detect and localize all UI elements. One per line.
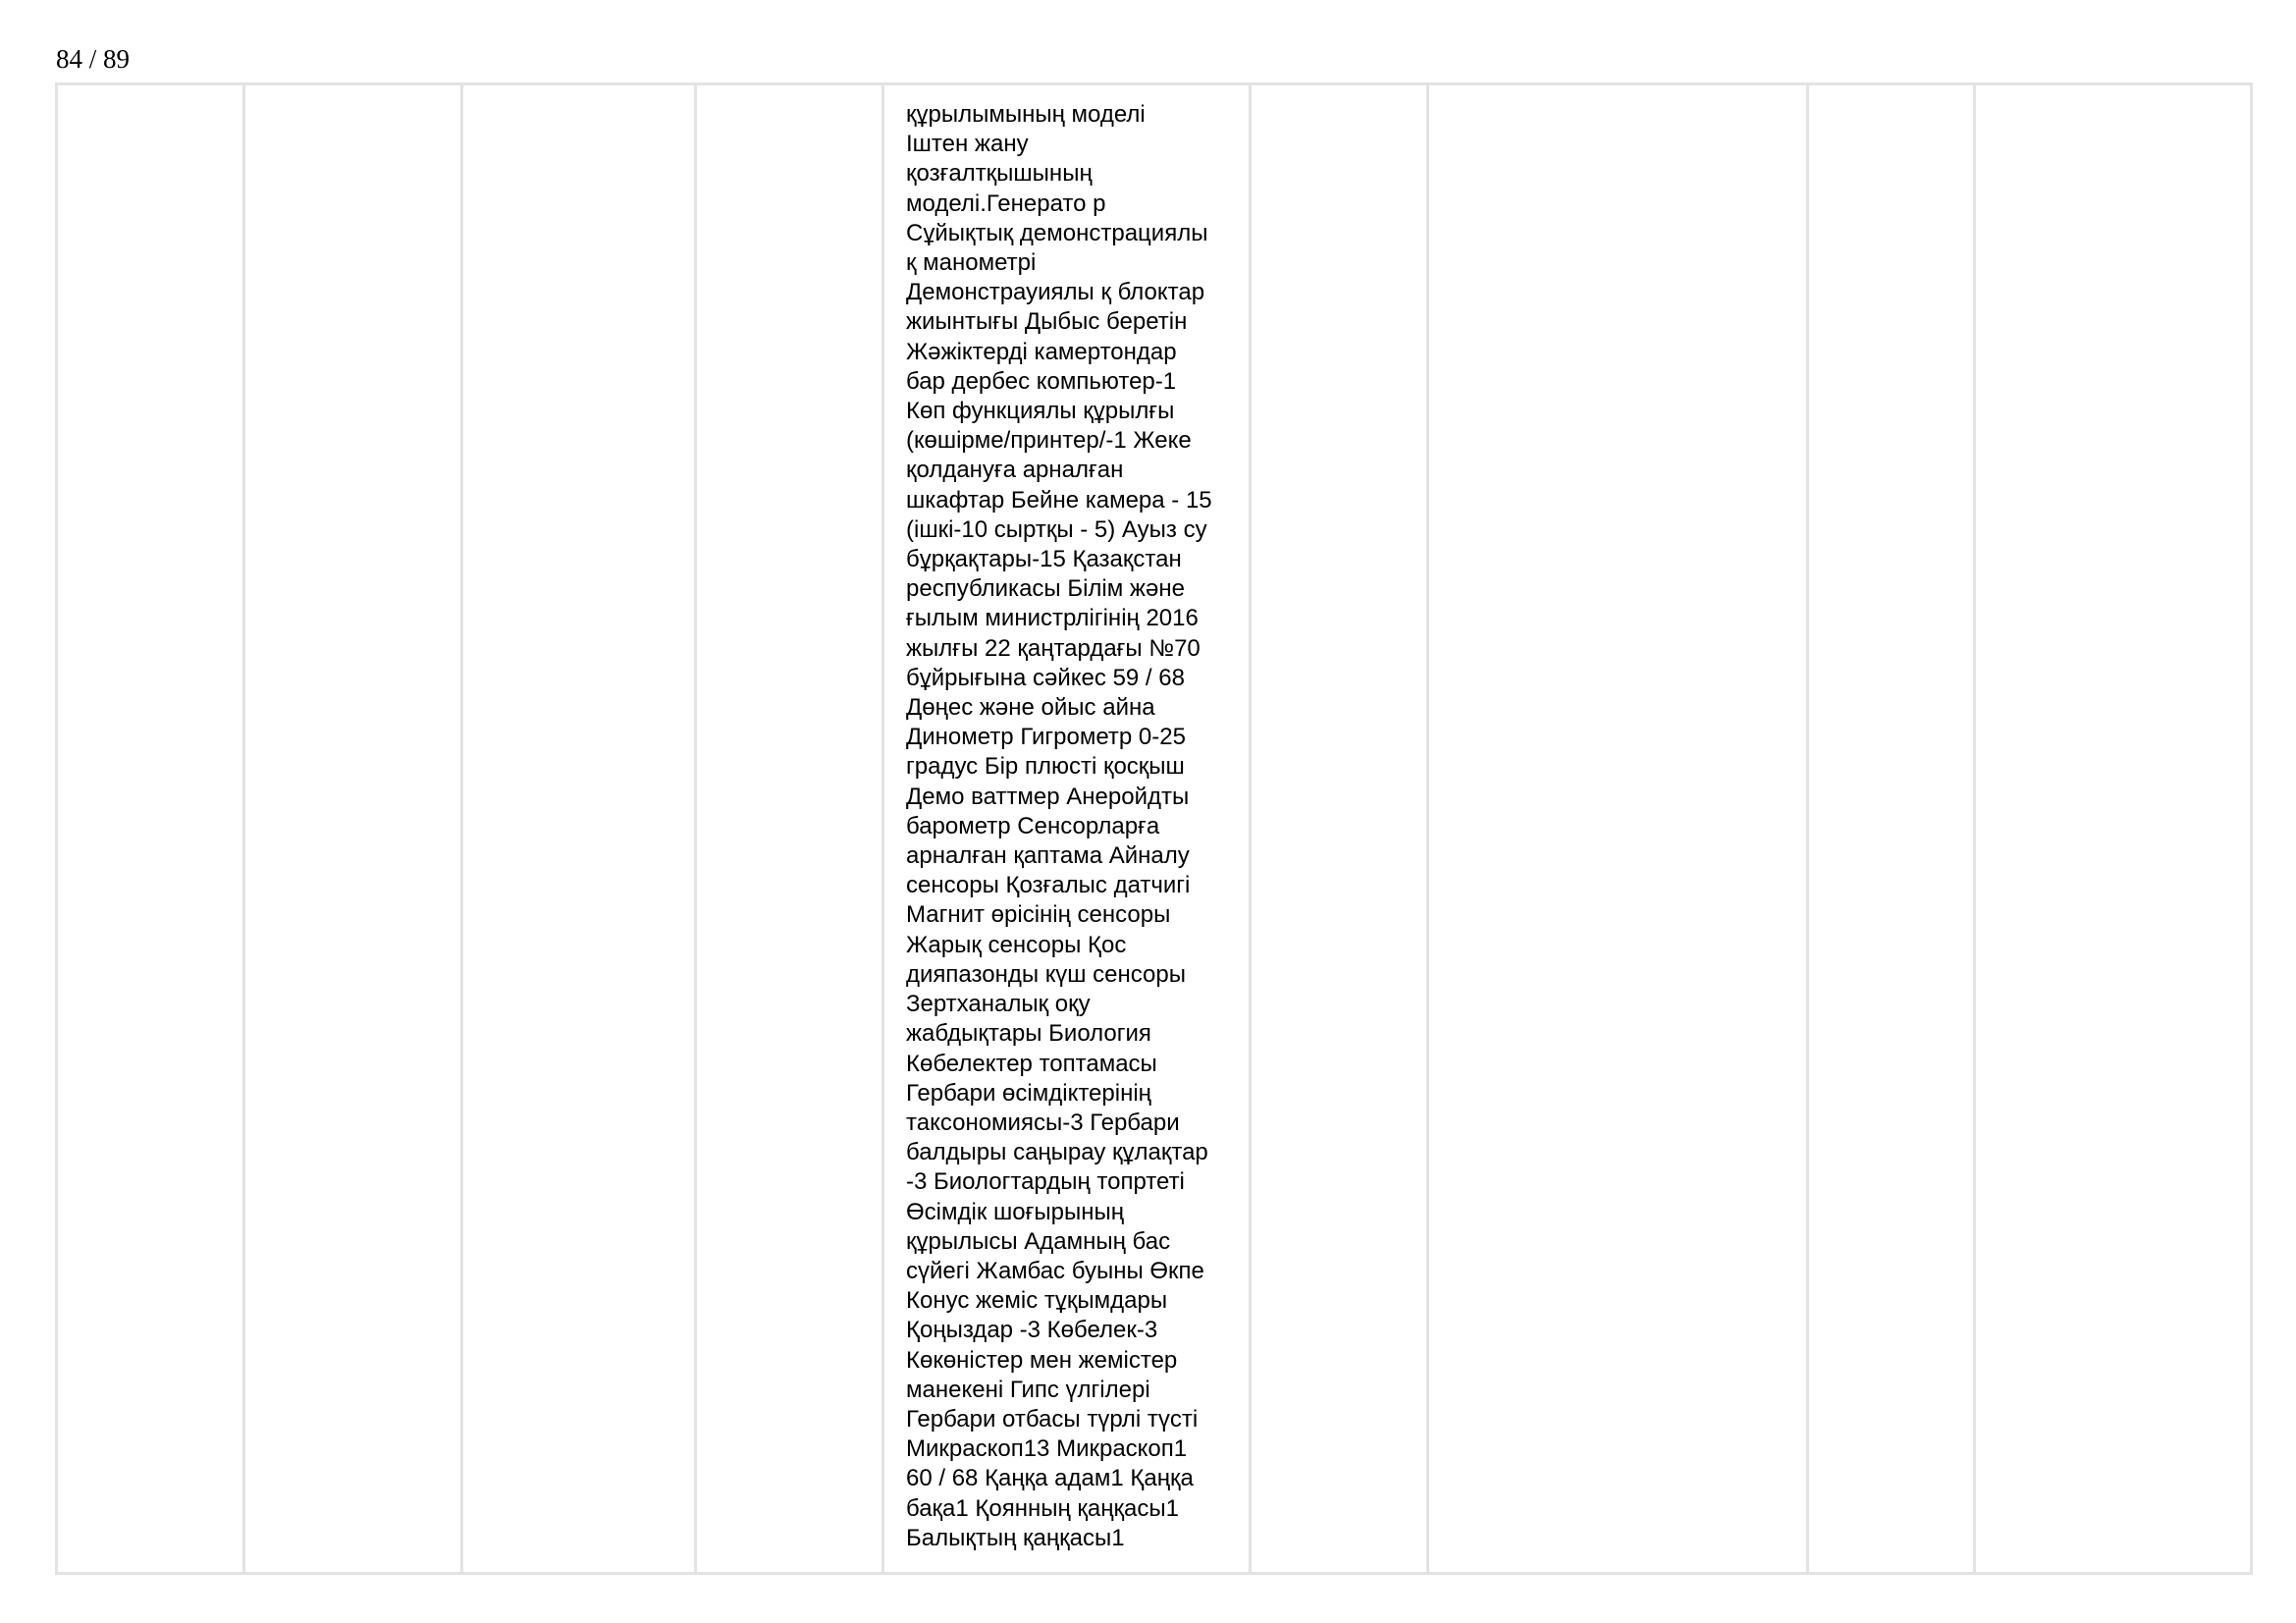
table-cell-9 [1975,84,2252,1574]
table-cell-1 [57,84,244,1574]
table-cell-equipment-list [883,84,1251,1574]
table-cell-3 [462,84,696,1574]
page-number: 84 / 89 [56,44,131,74]
table-cell-6 [1251,84,1428,1574]
table-cell-7 [1428,84,1808,1574]
table-cell-2 [244,84,462,1574]
table-row [57,84,2252,1574]
table-cell-4 [696,84,883,1574]
equipment-list-text: құрылымының моделі Іштен жану қозғалтқышының моделі.Генерато р Сұйықтық демонстрациялы қ манометрі Демонстрауиялы қ блоктар жиынтығы Дыбыс беретін Жәжіктерді камертондар бар дербес компьютер-1 Көп функциялы құрылғы (көшірме/принтер/-1 Жеке қолдануға арналған шкафтар Бейне камера - 15 (ішкі-10 сыртқы - 5) Ауыз су бұрқақтары-15 Қазақстан республикасы Білім және ғылым министрлігінің 2016 жылғы 22 қаңтардағы №70 бұйрығына сәйкес 59 / 68 Дөңес және ойыс айна Динометр Гигрометр 0-25 градус Бір плюсті қосқыш Демо ваттмер Анеройдты барометр Сенсорларға арналған қаптама Айналу сенсоры Қозғалыс датчигі Магнит өрісінің сенсоры Жарық сенсоры Қос дияпазонды күш сенсоры Зертханалық оқу жабдықтары Биология Көбелектер топтамасы Гербари өсімдіктерінің таксономиясы-3 Гербари балдыры саңырау құлақтар -3 Биологтардың топртеті Өсімдік шоғырының құрылысы Адамның бас сүйегі Жамбас буыны Өкпе Конус жеміс тұқымдары Қоңыздар -3 Көбелек-3 Көкөністер мен жемістер манекені Гипс үлгілері Гербари отбасы түрлі түсті Микраскоп13 Микраскоп1 60 / 68 Қаңқа адам1 Қаңқа бақа1 Қоянның қаңқасы1 Балықтың қаңқасы1 [906,101,1212,1551]
table-cell-8 [1808,84,1975,1574]
document-table [55,82,2253,1575]
